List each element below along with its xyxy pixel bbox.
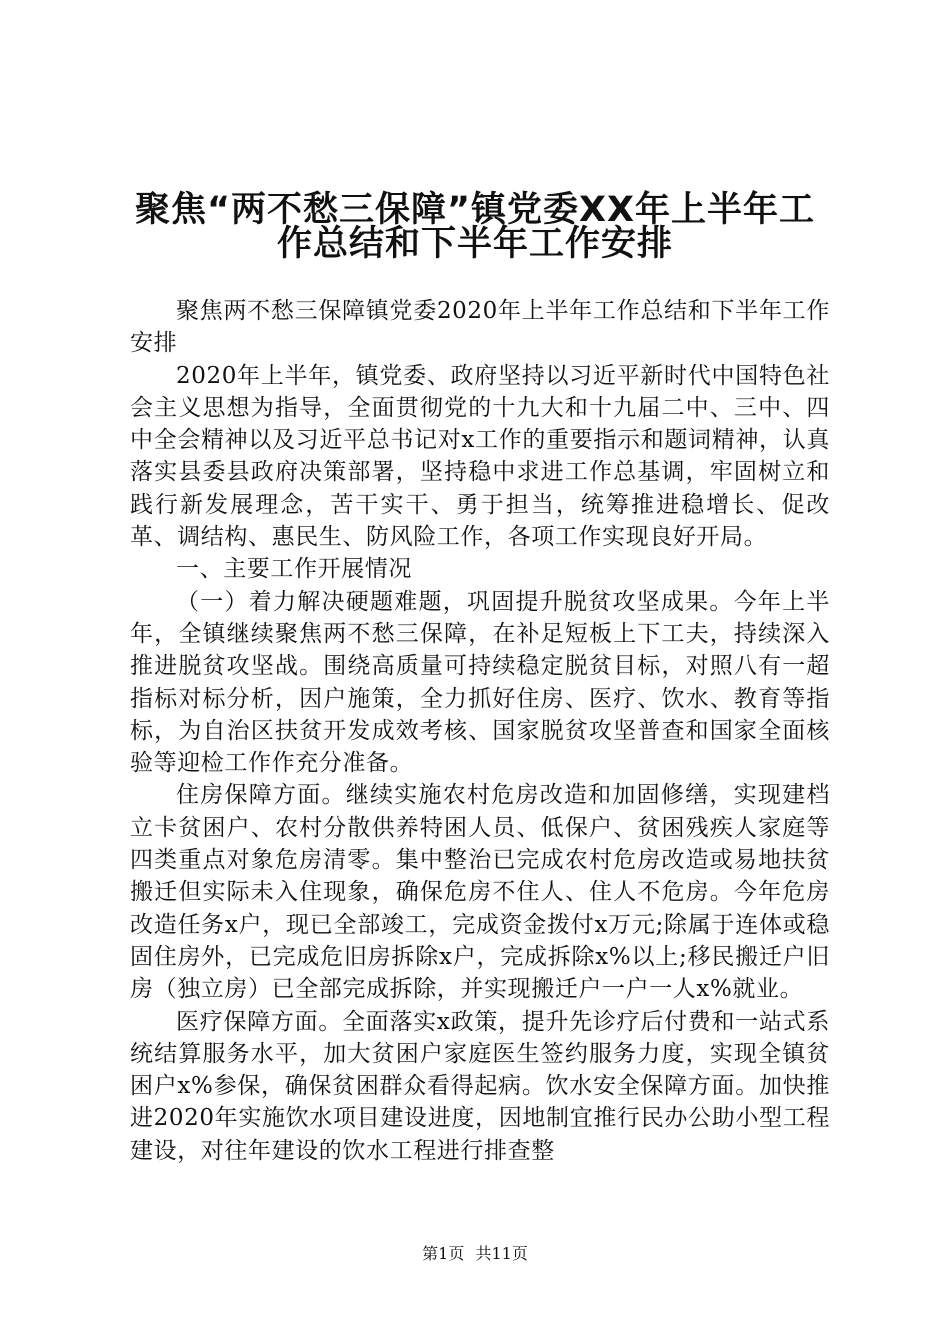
paragraph-medical: 医疗保障方面。全面落实x政策，提升先诊疗后付费和一站式系统结算服务水平，加大贫困户家庭医生签约服务力度，实现全镇贫困户x%参保，确保贫困群众看得起病。饮水安全保障方面。加快推进2020年实施饮水项目建设进度，因地制宜推行民办公助小型工程建设，对往年建设的饮水工程进行排查整 bbox=[130, 1008, 830, 1164]
page-total: 共11页 bbox=[475, 1244, 528, 1263]
page-number: 第1页 bbox=[422, 1244, 465, 1263]
page-footer bbox=[0, 1242, 950, 1266]
paragraph-subtitle: 聚焦两不愁三保障镇党委2020年上半年工作总结和下半年工作安排 bbox=[130, 298, 830, 357]
paragraph-intro: 2020年上半年，镇党委、政府坚持以习近平新时代中国特色社会主义思想为指导，全面贯彻党的十九大和十九届二中、三中、四中全会精神以及习近平总书记对x工作的重要指示和题词精神，认真落实县委县政府决策部署，坚持稳中求进工作总基调，牢固树立和践行新发展理念，苦干实干、勇于担当，统筹推进稳增长、促改革、调结构、惠民生、防风险工作，各项工作实现良好开局。 bbox=[130, 362, 830, 551]
section-heading: 一、主要工作开展情况 bbox=[176, 556, 412, 583]
document-title-line1: 聚焦“两不愁三保障”镇党委XX年上半年工 bbox=[135, 190, 815, 230]
document-title-line2: 作总结和下半年工作安排 bbox=[276, 224, 673, 264]
paragraph-housing: 住房保障方面。继续实施农村危房改造和加固修缮，实现建档立卡贫困户、农村分散供养特困人员、低保户、贫困残疾人家庭等四类重点对象危房清零。集中整治已完成农村危房改造或易地扶贫搬迁但实际未入住现象，确保危房不住人、住人不危房。今年危房改造任务x户，现已全部竣工，完成资金拨付x万元;除属于连体或稳固住房外，已完成危旧房拆除x户，完成拆除x%以上;移民搬迁户旧房（独立房）已全部完成拆除，并实现搬迁户一户一人x%就业。 bbox=[130, 782, 830, 1003]
paragraph-poverty: （一）着力解决硬题难题，巩固提升脱贫攻坚成果。今年上半年，全镇继续聚焦两不愁三保障，在补足短板上下工夫，持续深入推进脱贫攻坚战。围绕高质量可持续稳定脱贫目标，对照八有一超指标对标分析，因户施策，全力抓好住房、医疗、饮水、教育等指标，为自治区扶贫开发成效考核、国家脱贫攻坚普查和国家全面核验等迎检工作作充分准备。 bbox=[130, 588, 830, 777]
document-body bbox=[130, 295, 830, 1167]
